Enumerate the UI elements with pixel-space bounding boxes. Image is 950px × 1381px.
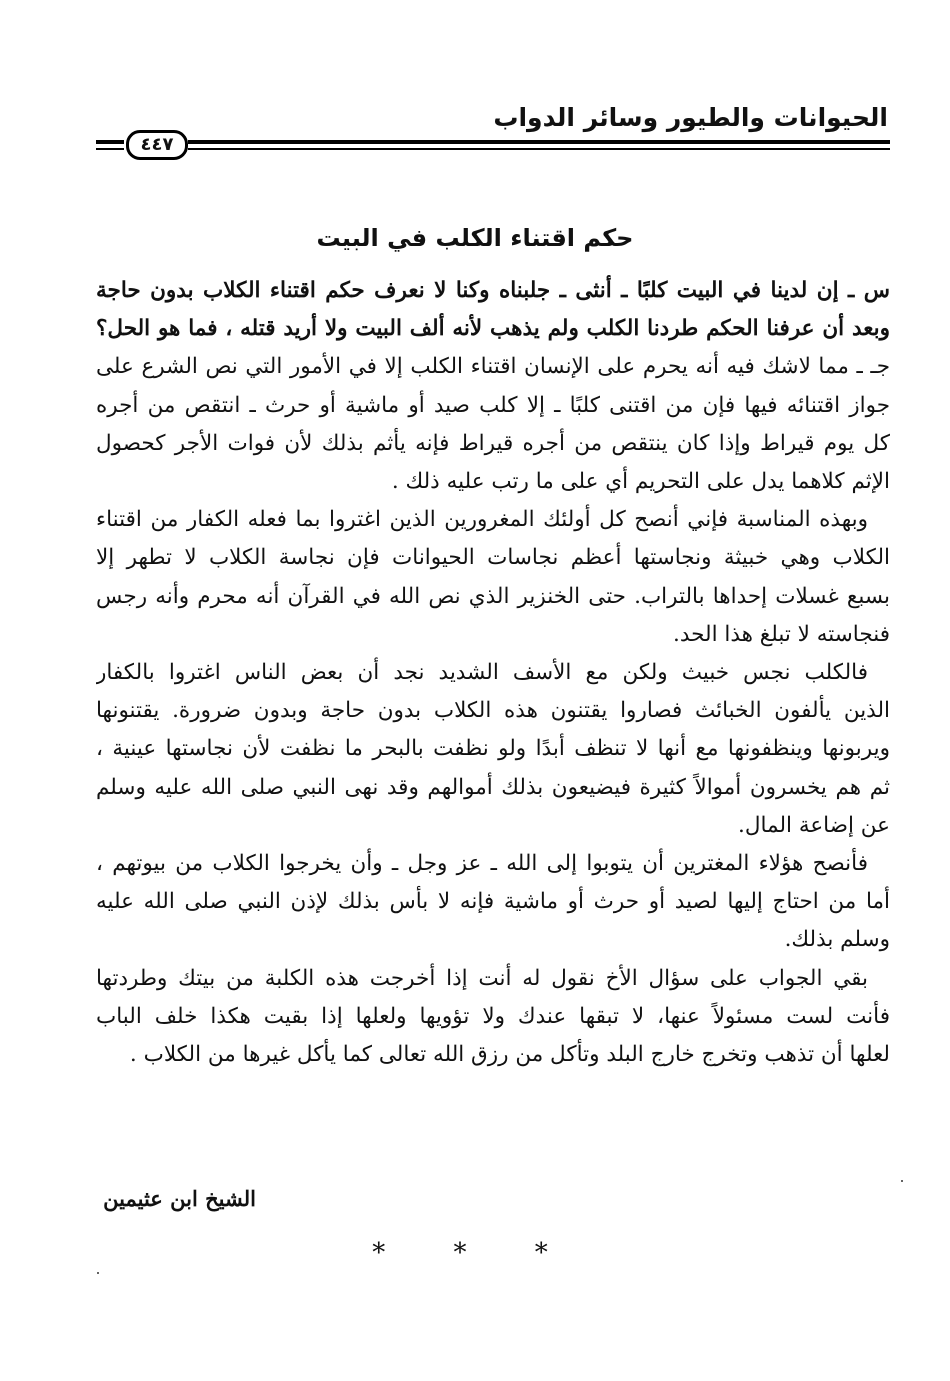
header-rule [96,128,890,160]
answer-line: عن إضاعة المال. [738,812,890,838]
answer-line: وسلم بذلك. [784,927,890,953]
running-title: الحيوانات والطيور وسائر الدواب [493,103,888,132]
answer-line: فالكلب نجس خبيث ولكن مع الأسف الشديد نجد أن بعض الناس اغتروا بالكفار [96,660,868,686]
question-line: وبعد أن عرفنا الحكم طردنا الكلب ولم يذهب لأنه ألف البيت ولا أريد قتله ، فما هو الحل؟ [96,316,890,342]
header-rule-left-thin [96,148,124,150]
scan-speck [97,1272,99,1274]
article-heading: حكم اقتناء الكلب في البيت [316,224,634,252]
page-number: ٤٤٧ [126,130,188,160]
article-body [96,272,890,1074]
section-separator: * * * [372,1238,578,1268]
answer-line: أما من احتاج إليها لصيد أو حرث أو ماشية فإنه لا بأس بذلك لإذن النبي صلى الله عليه [96,889,890,915]
signature: الشيخ ابن عثيمين [103,1186,256,1211]
answer-line: ثم هم يخسرون أموالاً كثيرة فيضيعون بذلك أموالهم وقد نهى النبي صلى الله عليه وسلم [96,774,890,800]
answer-line: بسبع غسلات إحداها بالتراب. حتى الخنزير الذي نص الله في القرآن أنه محرم وأنه رجس [96,583,890,609]
answer-line: الإثم كلاهما يدل على التحريم أي على ما رتب عليه ذلك . [391,469,890,495]
answer-line: فنجاسته لا تبلغ هذا الحد. [673,621,890,647]
answer-line: لعلها أن تذهب وتخرج خارج البلد وتأكل من رزق الله تعالى كما يأكل غيرها من الكلاب . [129,1042,890,1068]
header-rule-thin [188,148,890,150]
answer-line: الكلاب وهي خبيثة ونجاستها أعظم نجاسات الحيوانات فإن نجاسة الكلاب لا تطهر إلا [96,545,890,571]
answer-line: فأنصح هؤلاء المغترين أن يتوبوا إلى الله ـ عز وجل ـ وأن يخرجوا الكلاب من بيوتهم ، [96,851,868,877]
header-rule-thick [188,140,890,144]
answer-line: كل يوم قيراط وإذا كان ينتقص من أجره قيراط فإنه يأثم بذلك لأن فوات الأجر كحصول [96,430,890,456]
answer-line: جواز اقتنائه فيها فإن من اقتنى كلبًا ـ إلا كلب صيد أو ماشية أو حرث ـ انتقص من أجره [96,392,890,418]
answer-line: وبهذه المناسبة فإني أنصح كل أولئك المغرورين الذين اغتروا بما فعله الكفار من اقتناء [96,507,868,533]
answer-line: ويربونها وينظفونها مع أنها لا تنظف أبدًا ولو نظفت بالبحر ما نظفت لأن نجاستها عينية ، [96,736,890,762]
scan-speck [901,1180,903,1182]
header-rule-left [96,140,124,144]
question-line: س ـ إن لدينا في البيت كلبًا ـ أنثى ـ جلبناه وكنا لا نعرف حكم اقتناء الكلاب بدون حاجة [96,278,890,303]
answer-line: بقي الجواب على سؤال الأخ نقول له أنت إذا أخرجت هذه الكلبة من بيتك وطردتها [96,965,868,991]
answer-line: الذين يألفون الخبائث فصاروا يقتنون هذه الكلاب بدون حاجة وبدون ضرورة. يقتنونها [96,698,890,724]
answer-line: فأنت لست مسئولاً عنها، لا تبقها عندك ولا تؤويها ولعلها إذا بقيت هكذا خلف الباب [96,1003,890,1029]
answer-line: جـ ـ مما لاشك فيه أنه يحرم على الإنسان اقتناء الكلب إلا في الأمور التي نص الشرع على [96,354,890,380]
